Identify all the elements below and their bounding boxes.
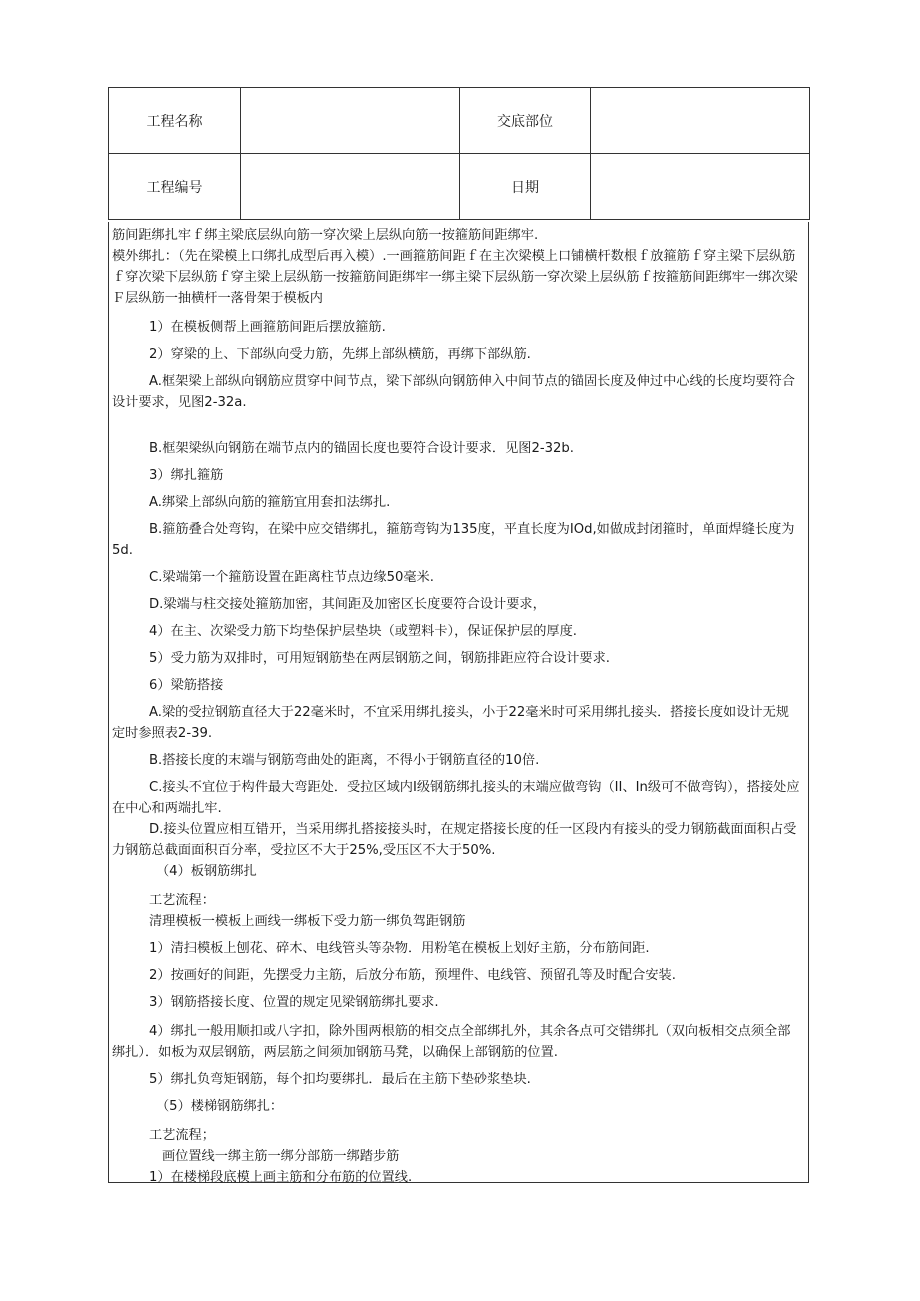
project-name-value[interactable] xyxy=(241,88,460,154)
paragraph: D.接头位置应相互错开，当采用绑扎搭接接头时，在规定搭接长度的任一区段内有接头的受力钢筋截面面积占受力钢筋总截面面积百分率，受拉区不大于25%,受压区不大于50%. xyxy=(112,822,797,858)
header-row-2 xyxy=(109,154,810,220)
paragraph: A.绑梁上部纵向筋的箍筋宜用套扣法绑扎. xyxy=(149,495,391,510)
paragraph: 3）钢筋搭接长度、位置的规定见梁钢筋绑扎要求. xyxy=(149,995,439,1010)
paragraph: （5）楼梯钢筋绑扎： xyxy=(156,1099,284,1114)
paragraph: 2）穿梁的上、下部纵向受力筋，先绑上部纵横筋，再绑下部纵筋. xyxy=(149,347,531,362)
paragraph: 画位置线一绑主筋一绑分部筋一绑踏步筋 xyxy=(162,1149,400,1164)
position-value[interactable] xyxy=(591,88,810,154)
paragraph: 5）绑扎负弯矩钢筋，每个扣均要绑扎．最后在主筋下垫砂浆垫块. xyxy=(149,1072,531,1087)
paragraph: B.箍筋叠合处弯钩，在梁中应交错绑扎，箍筋弯钩为135度，平直长度为IOd,如做成封闭箍时，单面焊缝长度为5d. xyxy=(112,522,795,558)
paragraph: 工艺流程； xyxy=(149,1128,215,1143)
paragraph: 4）绑扎一般用顺扣或八字扣，除外围两根筋的相交点全部绑扎外，其余各点可交错绑扎（双向板相交点须全部绑扎）．如板为双层钢筋，两层筋之间须加钢筋马凳，以确保上部钢筋的位置. xyxy=(112,1024,791,1060)
paragraph: B.框架梁纵向钢筋在端节点内的锚固长度也要符合设计要求．见图2-32b. xyxy=(149,441,574,456)
paragraph: 1）在模板侧帮上画箍筋间距后摆放箍筋. xyxy=(149,320,386,335)
paragraph: 工艺流程： xyxy=(149,893,215,908)
header-table xyxy=(108,87,810,220)
paragraph: C.梁端第一个箍筋设置在距离柱节点边缘50毫米. xyxy=(149,570,434,585)
paragraph: B.搭接长度的末端与钢筋弯曲处的距离，不得小于钢筋直径的10倍. xyxy=(149,753,540,768)
project-no-label: 工程编号 xyxy=(109,154,241,220)
header-row-1 xyxy=(109,88,810,154)
project-no-value[interactable] xyxy=(241,154,460,220)
paragraph: 3）绑扎箍筋 xyxy=(149,468,224,483)
paragraph: 5）受力筋为双排时，可用短钢筋垫在两层钢筋之间，钢筋排距应符合设计要求. xyxy=(149,651,610,666)
paragraph: 1）清扫模板上刨花、碎木、电线管头等杂物．用粉笔在模板上划好主筋，分布筋间距. xyxy=(149,941,650,956)
paragraph: 4）在主、次梁受力筋下均垫保护层垫块（或塑料卡），保证保护层的厚度. xyxy=(149,624,577,639)
paragraph: A.梁的受拉钢筋直径大于22毫米时，不宜采用绑扎接头，小于22毫米时可采用绑扎接头．搭接长度如设计无规定时参照表2-39. xyxy=(112,705,789,741)
paragraph: 清理模板一模板上画线一绑板下受力筋一绑负驾距钢筋 xyxy=(149,914,466,929)
paragraph: 1）在楼梯段底模上画主筋和分布筋的位置线. xyxy=(149,1170,413,1185)
position-label: 交底部位 xyxy=(460,88,591,154)
paragraph: C.接头不宜位于构件最大弯距处．受拉区域内I级钢筋绑扎接头的末端应做弯钩（II、In级可不做弯钩），搭接处应在中心和两端扎牢. xyxy=(112,780,800,816)
date-value[interactable] xyxy=(591,154,810,220)
paragraph: 模外绑扎：（先在梁模上口绑扎成型后再入模）.一画箍筋间距ｆ在主次梁模上口铺横杆数根ｆ放箍筋ｆ穿主梁下层纵筋ｆ穿次梁下层纵筋ｆ穿主梁上层纵筋一按箍筋间距绑牢一绑主梁下层纵筋一穿次梁上层纵筋ｆ按箍筋间距绑牢一绑次梁Ｆ层纵筋一抽横杆一落骨架于模板内 xyxy=(112,249,798,306)
paragraph: （4）板钢筋绑扎 xyxy=(156,864,257,879)
paragraph: 6）梁筋搭接 xyxy=(149,678,224,693)
content-box xyxy=(108,222,809,1183)
paragraph: 筋间距绑扎牢ｆ绑主梁底层纵向筋一穿次梁上层纵向筋一按箍筋间距绑牢. xyxy=(112,228,539,243)
paragraph: A.框架梁上部纵向钢筋应贯穿中间节点，梁下部纵向钢筋伸入中间节点的锚固长度及伸过中心线的长度均要符合设计要求，见图2-32a. xyxy=(112,374,795,410)
paragraph: D.梁端与柱交接处箍筋加密，其间距及加密区长度要符合设计要求， xyxy=(149,597,546,612)
paragraph: 2）按画好的间距，先摆受力主筋，后放分布筋，预埋件、电线管、预留孔等及时配合安装. xyxy=(149,968,676,983)
date-label: 日期 xyxy=(460,154,591,220)
project-name-label: 工程名称 xyxy=(109,88,241,154)
